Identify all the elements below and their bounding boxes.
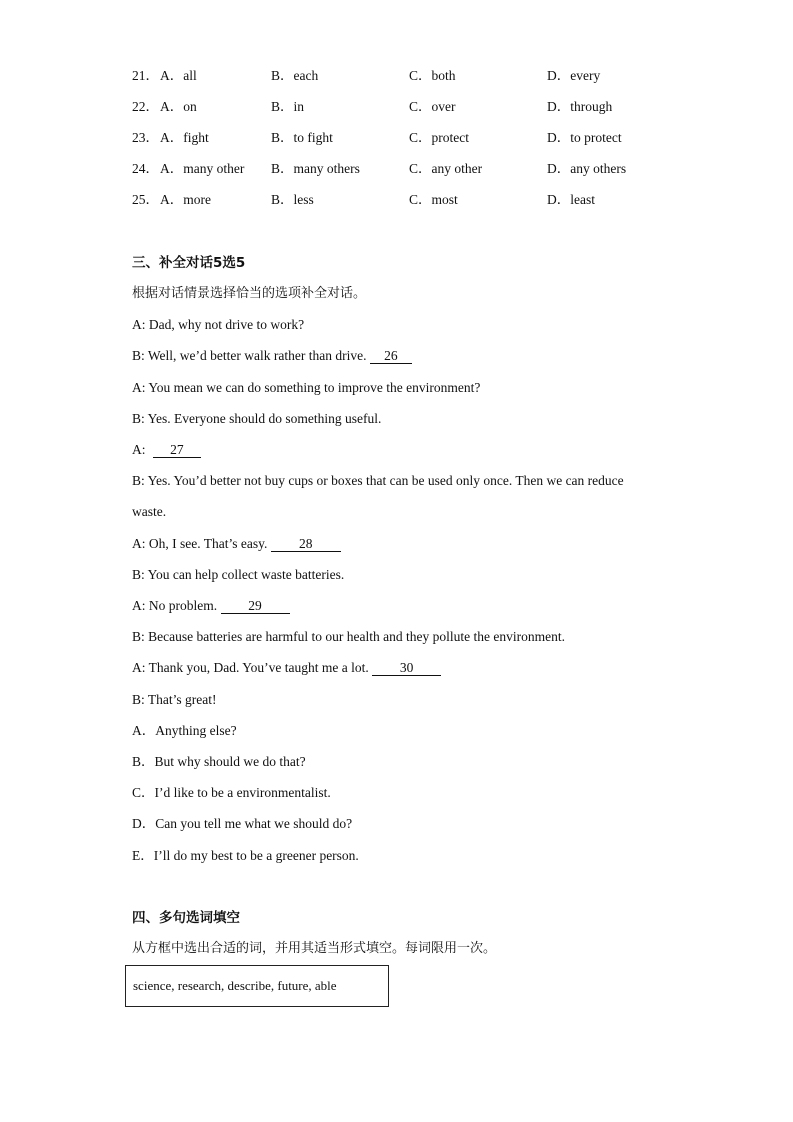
- dialogue-line: A: Dad, why not drive to work?: [132, 317, 305, 332]
- blank-29[interactable]: 29: [221, 598, 290, 614]
- section-4-heading: 四、多句选词填空: [132, 910, 240, 926]
- dialogue-line: A: You mean we can do something to improve the environment?: [132, 380, 481, 395]
- option-a: A．many other: [160, 161, 245, 176]
- dialogue-line: [132, 535, 341, 553]
- option-b: B．each: [271, 68, 319, 83]
- option-d: D．least: [547, 192, 595, 207]
- question-number: 21．: [132, 68, 159, 83]
- question-number: 22．: [132, 99, 159, 114]
- option-a: A．all: [160, 68, 197, 83]
- dialogue-line: B: Yes. You’d better not buy cups or boxes that can be used only once. Then we can reduce: [132, 473, 624, 488]
- choice-option-e: E．I’ll do my best to be a greener person.: [132, 848, 359, 863]
- option-a: A．fight: [160, 130, 209, 145]
- dialogue-line: B: You can help collect waste batteries.: [132, 567, 345, 582]
- choice-option-b: B．But why should we do that?: [132, 754, 306, 769]
- option-c: C．any other: [409, 161, 483, 176]
- option-d: D．to protect: [547, 130, 622, 145]
- blank-28[interactable]: 28: [271, 536, 341, 552]
- option-b: B．to fight: [271, 130, 333, 145]
- option-d: D．through: [547, 99, 613, 114]
- choice-option-c: C．I’d like to be a environmentalist.: [132, 785, 331, 800]
- dialogue-line: [132, 347, 412, 365]
- section-3-instruction: 根据对话情景选择恰当的选项补全对话。: [132, 286, 367, 301]
- option-a: A．on: [160, 99, 197, 114]
- dialogue-line: [132, 597, 290, 615]
- option-c: C．over: [409, 99, 456, 114]
- dialogue-line: [132, 441, 201, 459]
- option-d: D．any others: [547, 161, 627, 176]
- option-c: C．protect: [409, 130, 469, 145]
- question-number: 23．: [132, 130, 159, 145]
- word-box: [125, 965, 389, 1007]
- word-list: science, research, describe, future, able: [133, 978, 337, 993]
- dialogue-text: A:: [132, 442, 149, 457]
- option-c: C．both: [409, 68, 456, 83]
- dialogue-text: A: Oh, I see. That’s easy.: [132, 536, 271, 551]
- dialogue-line: B: Because batteries are harmful to our health and they pollute the environment.: [132, 629, 565, 644]
- dialogue-text: B: Well, we’d better walk rather than drive.: [132, 348, 370, 363]
- question-number: 24．: [132, 161, 159, 176]
- choice-option-d: D．Can you tell me what we should do?: [132, 816, 353, 831]
- dialogue-text: A: Thank you, Dad. You’ve taught me a lot.: [132, 660, 373, 675]
- blank-26[interactable]: 26: [370, 348, 412, 364]
- dialogue-line-continued: waste.: [132, 504, 167, 519]
- question-number: 25．: [132, 192, 159, 207]
- option-b: B．less: [271, 192, 314, 207]
- option-c: C．most: [409, 192, 458, 207]
- section-4-instruction: 从方框中选出合适的词，并用其适当形式填空。每词限用一次。: [132, 941, 497, 956]
- choice-option-a: A．Anything else?: [132, 723, 237, 738]
- blank-27[interactable]: 27: [153, 442, 201, 458]
- blank-30[interactable]: 30: [372, 660, 441, 676]
- section-3-heading: 三、补全对话5选5: [132, 255, 246, 271]
- dialogue-line: [132, 659, 441, 677]
- dialogue-line: B: That’s great!: [132, 692, 217, 707]
- option-b: B．many others: [271, 161, 360, 176]
- option-a: A．more: [160, 192, 211, 207]
- option-d: D．every: [547, 68, 601, 83]
- dialogue-line: B: Yes. Everyone should do something useful.: [132, 411, 382, 426]
- option-b: B．in: [271, 99, 305, 114]
- dialogue-text: A: No problem.: [132, 598, 221, 613]
